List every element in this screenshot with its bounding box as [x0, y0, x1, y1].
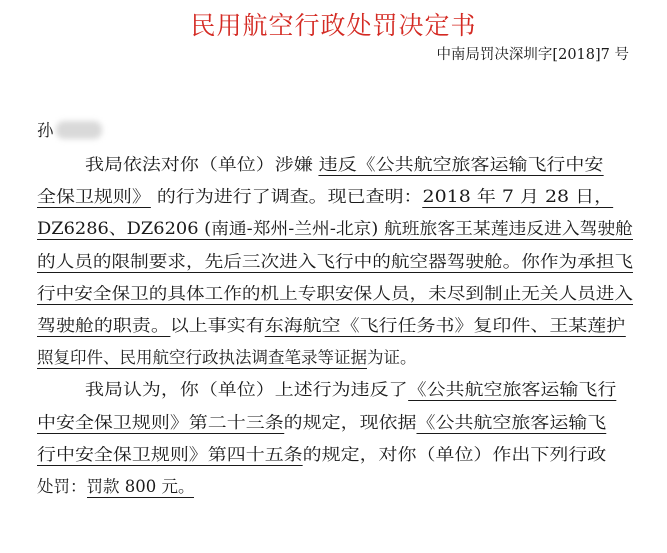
- body-line: [37, 250, 633, 274]
- body-line: [85, 153, 603, 177]
- underlined-text: 《公共航空旅客运输飞: [416, 412, 607, 432]
- body-line: [37, 185, 613, 209]
- body-text: 以上事实有: [169, 316, 265, 335]
- body-text: 我局认为，你（单位）上述行为违反了: [85, 380, 408, 400]
- recipient-name: [37, 117, 102, 141]
- underlined-text: 中安全保卫规则》第二十三条: [37, 412, 284, 432]
- underlined-text: 照复印件、民用航空行政执法调查笔录等证据: [37, 348, 367, 368]
- body-text: 为证。: [367, 348, 417, 368]
- underlined-text: 的人员的限制要求，先后三次进入飞行中的航空器驾驶舱。你作为承担飞: [37, 251, 633, 271]
- body-line: [37, 282, 633, 306]
- body-line: [37, 346, 417, 370]
- body-text: 的规定，对你（单位）作出下列行政: [302, 444, 607, 464]
- document-number: 中南局罚决深圳字[2018]7 号: [436, 47, 629, 63]
- body-line: [37, 217, 633, 241]
- redacted-name-blur: [56, 121, 102, 139]
- body-line: [37, 314, 625, 338]
- body-line: [37, 443, 606, 467]
- document-title: 民用航空行政处罚决定书: [190, 11, 477, 40]
- body-text: 处罚：: [37, 477, 87, 496]
- underlined-text: 2018 年 7 月 28 日，: [422, 187, 614, 207]
- body-text: 的规定，现依据: [283, 412, 417, 432]
- body-line: [85, 378, 616, 402]
- underlined-text: 行中安全保卫的具体工作的机上专职安保人员，未尽到制止无关人员进入: [37, 283, 633, 303]
- underlined-text: 罚款 800 元。: [86, 477, 195, 496]
- body-text: 的行为进行了调查。现已查明：: [150, 187, 423, 207]
- underlined-text: 驾驶舱的职责。: [37, 316, 170, 335]
- underlined-text: 《公共航空旅客运输飞行: [407, 380, 617, 400]
- body-line: [37, 411, 606, 435]
- recipient-surname: 孙: [37, 121, 54, 140]
- underlined-text: 行中安全保卫规则》第四十五条: [37, 444, 303, 464]
- underlined-text: 东海航空《飞行任务书》复印件、王某莲护: [264, 316, 626, 335]
- underlined-text: DZ6286、DZ6206 (南通-郑州-兰州-北京) 航班旅客王某莲违反进入驾驶舱: [37, 219, 633, 239]
- underlined-text: 违反《公共航空旅客运输飞行中安: [318, 155, 604, 174]
- body-line: [37, 475, 194, 499]
- body-text: 我局依法对你（单位）涉嫌: [85, 155, 319, 174]
- underlined-text: 全保卫规则》: [37, 187, 151, 207]
